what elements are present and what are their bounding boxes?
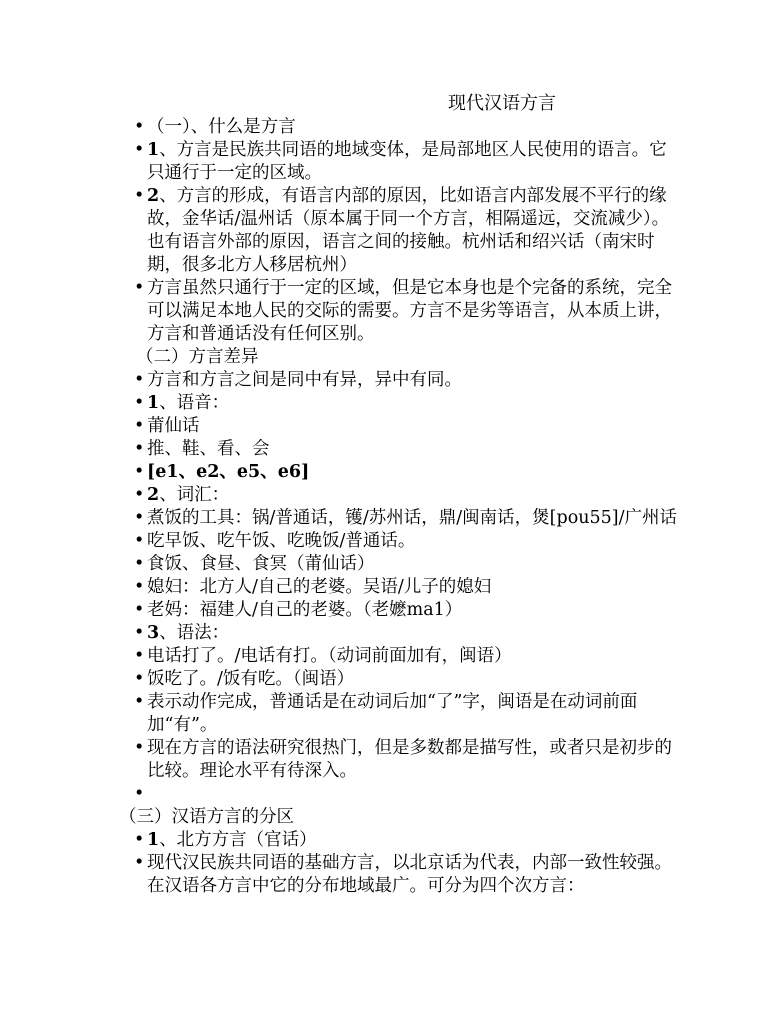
bullet-icon: • <box>134 278 145 298</box>
bullet-icon: • <box>134 462 145 482</box>
list-item: • 3、语法： <box>134 623 230 643</box>
list-item: • （一）、什么是方言 <box>134 117 296 137</box>
page-title: 现代汉语方言 <box>448 93 556 114</box>
list-item-empty <box>0 783 677 806</box>
bullet-icon: • <box>134 117 145 137</box>
bullet-icon: • <box>134 623 145 643</box>
list-item: • 2、词汇： <box>134 485 230 505</box>
bullet-icon: • <box>134 853 145 873</box>
bullet-icon: • <box>134 186 145 206</box>
list-item: • 推、鞋、看、会 <box>134 439 270 459</box>
section-heading: （三）汉语方言的分区 <box>119 807 294 827</box>
list-item: • [e1、e2、e5、e6] <box>134 462 310 482</box>
bullet-icon: • <box>134 393 145 413</box>
list-item: • 饭吃了。/饭有吃。（闽语） <box>134 669 355 689</box>
bullet-icon: • <box>134 669 145 689</box>
bullet-icon: • <box>134 692 145 712</box>
bullet-icon: • <box>134 646 145 666</box>
bullet-icon: • <box>134 738 145 758</box>
list-item: • 莆仙话 <box>134 416 200 436</box>
list-item: • 食饭、食昼、食冥（莆仙话） <box>134 554 375 574</box>
list-item: • 1、语音： <box>134 393 230 413</box>
bullet-icon: • <box>134 577 145 597</box>
list-item: • 煮饭的工具：锅/普通话，镬/苏州话，鼎/闽南话，煲[pou55]/广州话 <box>134 508 678 528</box>
bullet-icon: • <box>134 140 145 160</box>
list-item: • 方言和方言之间是同中有异，异中有同。 <box>134 370 462 390</box>
bullet-icon: • <box>134 600 145 620</box>
bullet-icon: • <box>134 784 145 804</box>
content-list <box>0 116 768 898</box>
bullet-icon: • <box>134 485 145 505</box>
bullet-icon: • <box>134 531 145 551</box>
list-item: • 2、方言的形成，有语言内部的原因，比如语言内部发展不平行的缘故，金华话/温州话（原本属于同一个方言，相隔遥远，交流减少）。也有语言外部的原因，语言之间的接触。杭州话和绍兴话（南宋时期，很多北方人移居杭州） <box>134 186 670 275</box>
bullet-icon: • <box>134 830 145 850</box>
list-item: • 电话打了。/电话有打。（动词前面加有，闽语） <box>134 646 512 666</box>
section-heading: （二）方言差异 <box>136 347 259 367</box>
list-item: • 1、北方方言（官话） <box>134 830 317 850</box>
list-item: • 表示动作完成，普通话是在动词后加“了”字，闽语是在动词前面加“有”。 <box>134 692 638 735</box>
bullet-icon: • <box>134 508 145 528</box>
bullet-icon: • <box>134 439 145 459</box>
list-item: • 吃早饭、吃午饭、吃晚饭/普通话。 <box>134 531 416 551</box>
bullet-icon: • <box>134 370 145 390</box>
list-item: • 媳妇：北方人/自己的老婆。吴语/儿子的媳妇 <box>134 577 492 597</box>
bullet-icon: • <box>134 554 145 574</box>
list-item: • 1、方言是民族共同语的地域变体，是局部地区人民使用的语言。它只通行于一定的区域。 <box>134 140 667 183</box>
list-item: • 老妈：福建人/自己的老婆。（老嬷ma1） <box>134 600 463 620</box>
list-item: • 现代汉民族共同语的基础方言，以北京话为代表，内部一致性较强。在汉语各方言中它的分布地域最广。可分为四个次方言： <box>134 853 672 896</box>
list-item: • 现在方言的语法研究很热门，但是多数都是描写性，或者只是初步的比较。理论水平有待深入。 <box>134 738 672 781</box>
bullet-icon: • <box>134 416 145 436</box>
list-item: • 方言虽然只通行于一定的区域，但是它本身也是个完备的系统，完全可以满足本地人民的交际的需要。方言不是劣等语言，从本质上讲，方言和普通话没有任何区别。 <box>134 278 672 344</box>
